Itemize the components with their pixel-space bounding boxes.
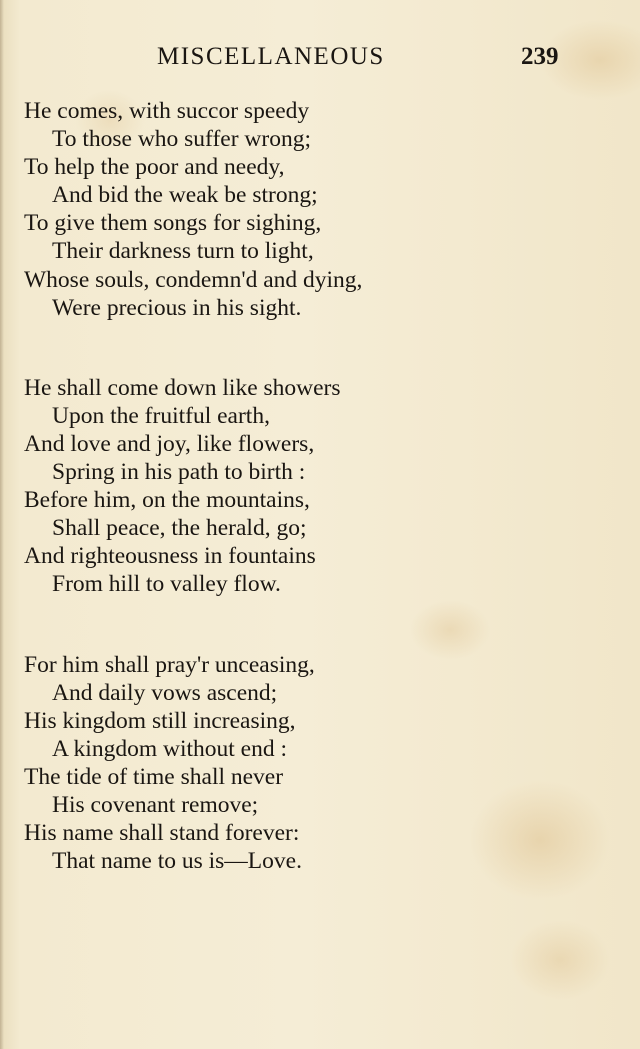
poem-line: Shall peace, the herald, go; — [52, 515, 307, 542]
page-header — [0, 40, 640, 74]
poem-line: Their darkness turn to light, — [52, 238, 314, 265]
poem-line: To help the poor and needy, — [24, 154, 285, 181]
poem-line: And righteousness in fountains — [24, 543, 316, 570]
poem-line: From hill to valley flow. — [52, 571, 281, 598]
page-number: 239 — [521, 43, 559, 70]
stanza-2 — [0, 374, 640, 599]
poem-line: His kingdom still increasing, — [24, 707, 296, 734]
stanza-1 — [0, 97, 640, 322]
poem-line: A kingdom without end : — [52, 735, 287, 762]
poem-line: Whose souls, condemn'd and dying, — [24, 266, 363, 293]
poem-line: That name to us is—Love. — [52, 848, 302, 875]
poem-line: And daily vows ascend; — [52, 679, 278, 706]
poem-line: Were precious in his sight. — [52, 294, 302, 321]
poem-line: And love and joy, like flowers, — [24, 430, 315, 457]
poem-line: He shall come down like showers — [24, 374, 341, 401]
poem — [0, 97, 640, 875]
poem-line: And bid the weak be strong; — [52, 182, 318, 209]
poem-line: To give them songs for sighing, — [24, 210, 322, 237]
running-head: MISCELLANEOUS — [157, 43, 385, 70]
poem-line: Upon the fruitful earth, — [52, 402, 270, 429]
poem-line: His name shall stand forever: — [24, 820, 300, 847]
poem-line: His covenant remove; — [52, 791, 259, 818]
poem-line: Spring in his path to birth : — [52, 459, 306, 486]
poem-line: To those who suffer wrong; — [52, 126, 311, 153]
poem-line: He comes, with succor speedy — [24, 98, 310, 124]
poem-line: Before him, on the mountains, — [24, 487, 310, 514]
poem-line: The tide of time shall never — [24, 763, 284, 790]
stanza-3 — [0, 651, 640, 876]
poem-line: For him shall pray'r unceasing, — [24, 651, 315, 678]
